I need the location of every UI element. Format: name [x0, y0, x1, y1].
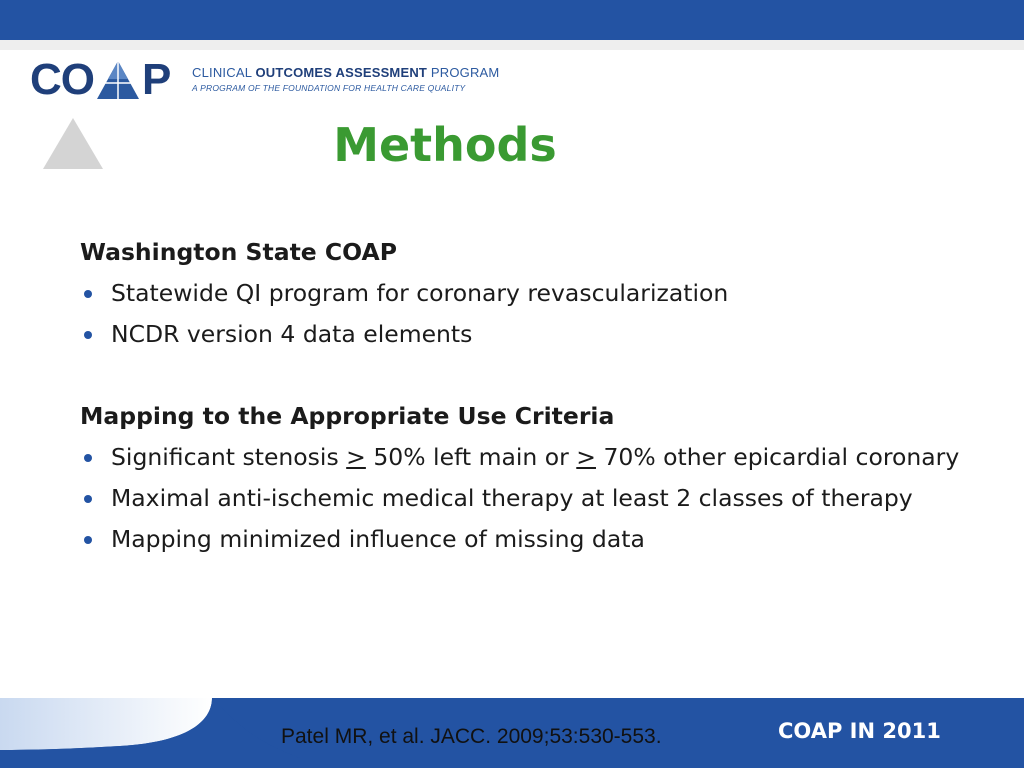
coap-logo: [22, 54, 500, 106]
ge-symbol: >: [346, 443, 366, 471]
logo-line1-light: CLINICAL: [192, 65, 256, 80]
section-heading-mapping: Mapping to the Appropriate Use Criteria: [80, 402, 615, 430]
logo-triangle-icon: [95, 59, 141, 101]
bullet-item-stenosis: [80, 437, 980, 478]
logo-line1-bold: OUTCOMES ASSESSMENT: [255, 65, 428, 80]
bullet-item: Maximal anti-ischemic medical therapy at least 2 classes of therapy: [80, 478, 980, 519]
section-heading-washington: Washington State COAP: [80, 238, 397, 266]
bullet-text: 70% other epicardial coronary: [595, 443, 960, 471]
logo-program-name: [192, 65, 499, 80]
slide-title: Methods: [333, 118, 557, 172]
bullet-item: NCDR version 4 data elements: [80, 314, 980, 355]
section-spacer: [80, 355, 980, 396]
logo-word-left: CO: [30, 55, 94, 104]
logo-foundation-line: A PROGRAM OF THE FOUNDATION FOR HEALTH CARE QUALITY: [192, 83, 466, 93]
bullet-item: Mapping minimized influence of missing data: [80, 519, 980, 560]
bullet-text: 50% left main or: [365, 443, 577, 471]
logo-wordmark: [30, 55, 171, 104]
ge-symbol: >: [576, 443, 596, 471]
footer-label: COAP IN 2011: [778, 719, 941, 743]
bullet-item: Statewide QI program for coronary revascularization: [80, 273, 980, 314]
citation-text: Patel MR, et al. JACC. 2009;53:530-553.: [281, 725, 662, 748]
logo-word-right: P: [142, 55, 171, 104]
bullet-text: Significant stenosis: [111, 443, 347, 471]
slide-body: [80, 232, 980, 560]
top-banner: [0, 0, 1024, 40]
top-divider: [0, 40, 1024, 50]
logo-line1-end: PROGRAM: [427, 65, 500, 80]
logo-tagline: [192, 65, 499, 93]
